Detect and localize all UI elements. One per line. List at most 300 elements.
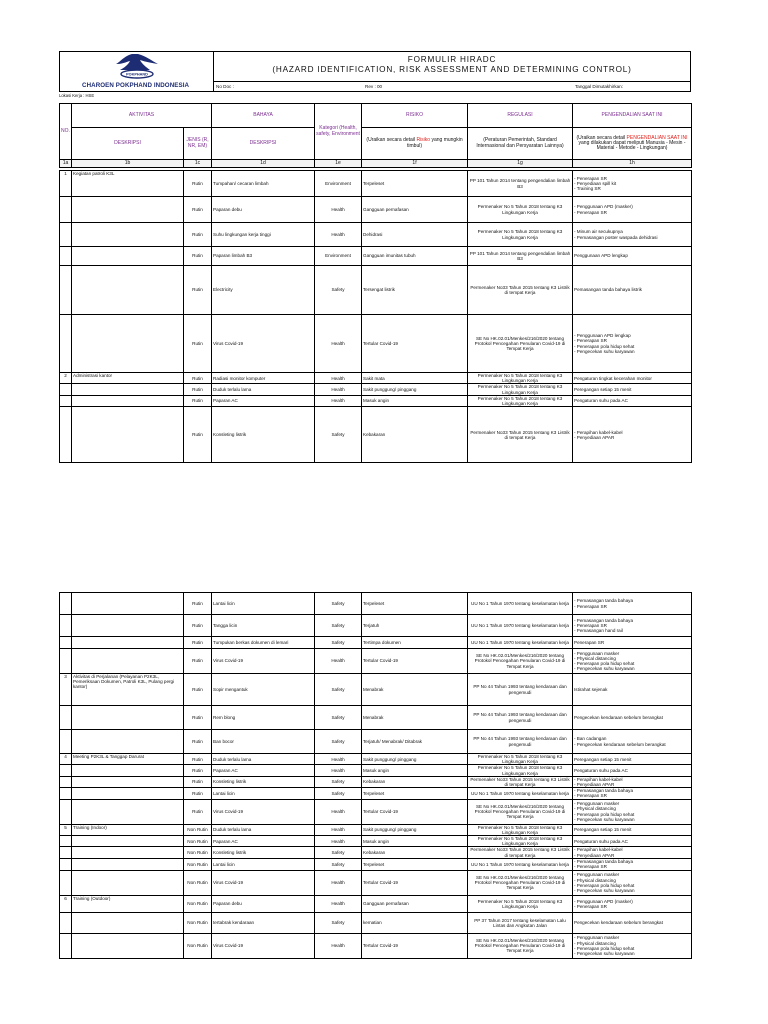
row-number: 4 — [60, 754, 72, 765]
row-number — [60, 315, 72, 373]
hazard-description: Virus Covid-19 — [212, 799, 315, 824]
hazard-description: Radiasi monitor komputer — [212, 373, 315, 384]
table-row — [60, 754, 692, 765]
regulation: PP 101 Tahun 2014 tentang pengendalian limbah B3 — [468, 247, 573, 266]
row-number — [60, 615, 72, 637]
row-number: 6 — [60, 895, 72, 912]
hazard-category: Safety — [315, 858, 362, 870]
risk-description: Kebakaran — [362, 407, 468, 463]
table-row — [60, 847, 692, 858]
hazard-type: Rutin — [184, 765, 212, 776]
risk-description: Terpeleset — [362, 788, 468, 799]
current-control: Peregangan setiap 15 menit — [573, 824, 692, 835]
hazard-category: Safety — [315, 266, 362, 315]
hazard-description: Lantai licin — [212, 858, 315, 870]
activity-description — [72, 384, 184, 395]
hazard-type: Rutin — [184, 266, 212, 315]
col-aktivitas: AKTIVITAS — [72, 104, 212, 128]
row-number — [60, 730, 72, 754]
table-row — [60, 706, 692, 730]
hazard-description: Sopir mengantuk — [212, 674, 315, 706]
hazard-type: Non Rutin — [184, 847, 212, 858]
hazard-type: Rutin — [184, 674, 212, 706]
current-control: Pemasangan tanda bahaya listrik — [573, 266, 692, 315]
risk-description: Dehidrasi — [362, 223, 468, 247]
activity-description — [72, 615, 184, 637]
regulation: UU No 1 Tahun 1970 tentang keselamatan kerja — [468, 593, 573, 615]
hazard-description: Lantai licin — [212, 788, 315, 799]
hazard-description: Konsleting listrik — [212, 776, 315, 787]
row-number — [60, 788, 72, 799]
update-date: Tanggal Dimutakhirkan: — [575, 84, 624, 89]
table-row — [60, 824, 692, 835]
hazard-type: Rutin — [184, 706, 212, 730]
hazard-description: Konsleting listrik — [212, 407, 315, 463]
table-row — [60, 912, 692, 933]
current-control: - Perapihan kabel-kabel - Penyediaan APAR — [573, 847, 692, 858]
hazard-description: Paparan AC — [212, 765, 315, 776]
hazard-table-page2 — [59, 592, 692, 959]
table-row — [60, 395, 692, 406]
current-control: Pengaturan suhu pada AC — [573, 836, 692, 847]
row-number: 3 — [60, 674, 72, 706]
risk-description: Terpeleset — [362, 171, 468, 197]
hazard-category: Safety — [315, 674, 362, 706]
hazard-category: Health — [315, 315, 362, 373]
risk-description: Tertular Covid-19 — [362, 315, 468, 373]
risk-description: Tersengat listrik — [362, 266, 468, 315]
risk-description: Tertular Covid-19 — [362, 933, 468, 958]
activity-description: Training (Indoor) — [72, 824, 184, 835]
row-number: 2 — [60, 373, 72, 384]
current-control: Penggunaan APD lengkap — [573, 247, 692, 266]
activity-description — [72, 593, 184, 615]
table-row — [60, 223, 692, 247]
table-row — [60, 895, 692, 912]
table-row — [60, 799, 692, 824]
risk-description: Tertimpa dokumen — [362, 637, 468, 649]
hazard-category: Health — [315, 870, 362, 895]
table-row — [60, 384, 692, 395]
table-row — [60, 593, 692, 615]
col-kategori: Kategori (Health, safety, Environment — [315, 104, 362, 160]
regulation: Permenaker No 5 Tahun 2018 tentang K3 Lingkungan Kerja — [468, 395, 573, 406]
current-control: - Perapihan kabel-kabel - Penyediaan APAR — [573, 776, 692, 787]
activity-description — [72, 223, 184, 247]
current-control: - Pemasangan tanda bahaya - Penerapan SR — [573, 858, 692, 870]
risk-description: Masuk angin — [362, 836, 468, 847]
table-row — [60, 373, 692, 384]
hazard-type: Rutin — [184, 407, 212, 463]
current-control: - Penggunaan APD (masker) - Penerapan SR — [573, 895, 692, 912]
hazard-category: Environment — [315, 171, 362, 197]
hazard-category: Safety — [315, 912, 362, 933]
hazard-category: Safety — [315, 730, 362, 754]
col-bahaya-deskripsi: DESKRIPSI — [212, 128, 315, 160]
hazard-table-page1 — [59, 170, 692, 463]
risk-description: Terpeleset — [362, 858, 468, 870]
regulation: Permenaker No33 Tahun 2015 tentang K3 Listrik di tempat Kerja — [468, 407, 573, 463]
code-cell: 1e — [315, 160, 362, 168]
table-row — [60, 315, 692, 373]
row-number — [60, 933, 72, 958]
hazard-description: Ban bocor — [212, 730, 315, 754]
hazard-type: Non Rutin — [184, 895, 212, 912]
table-row — [60, 933, 692, 958]
row-number — [60, 223, 72, 247]
activity-description: Aktivitas di Perjalanan (Pelayanan P2K3L, Pemeriksaan Dokumen, Patroli K3L, Pulang pergi kantor) — [72, 674, 184, 706]
row-number — [60, 706, 72, 730]
activity-description — [72, 933, 184, 958]
table-row — [60, 615, 692, 637]
hazard-type: Rutin — [184, 788, 212, 799]
row-number — [60, 197, 72, 223]
current-control: - Penggunaan masker - Physical distancing - Penerapan pola hidup sehat - Pengecekan suhu karyawan — [573, 799, 692, 824]
risk-description: Kebakaran — [362, 776, 468, 787]
current-control: - Ban cadangan - Pengecekan kendaraan sebelum berangkat — [573, 730, 692, 754]
code-cell: 1f — [362, 160, 468, 168]
regulation: Permenaker No 5 Tahun 2018 tentang K3 Lingkungan Kerja — [468, 384, 573, 395]
risk-description: Gangguan imunitas tubuh — [362, 247, 468, 266]
code-cell: 1b — [72, 160, 184, 168]
brand-mark: POKPHAND — [126, 72, 148, 77]
regulation: Permenaker No 5 Tahun 2018 tentang K3 Lingkungan Kerja — [468, 223, 573, 247]
hazard-description: Virus Covid-19 — [212, 870, 315, 895]
hazard-type: Non Rutin — [184, 824, 212, 835]
risk-description: Terjatuh — [362, 615, 468, 637]
form-header — [59, 51, 691, 92]
hazard-type: Non Rutin — [184, 858, 212, 870]
table-row — [60, 858, 692, 870]
activity-description — [72, 730, 184, 754]
regulation: SE No HK.02.01/Menkes/216/2020 tentang Protokol Pencegahan Penularan Covid-19 di Tempat Kerja — [468, 933, 573, 958]
regulation: Permenaker No33 Tahun 2015 tentang K3 Listrik di tempat Kerja — [468, 776, 573, 787]
row-number — [60, 247, 72, 266]
hazard-category: Safety — [315, 706, 362, 730]
row-number — [60, 266, 72, 315]
hazard-description: tertabrak kendaraan — [212, 912, 315, 933]
document-meta-row — [214, 81, 690, 92]
hazard-description: Electricity — [212, 266, 315, 315]
current-control: Penerapan SR — [573, 637, 692, 649]
risk-description: kematian — [362, 912, 468, 933]
row-number — [60, 637, 72, 649]
form-title: FORMULIR HIRADC — [407, 55, 497, 64]
code-cell: 1h — [573, 160, 692, 168]
hazard-type: Rutin — [184, 171, 212, 197]
hazard-description: Paparan AC — [212, 395, 315, 406]
hazard-type: Rutin — [184, 247, 212, 266]
code-cell: 1g — [468, 160, 573, 168]
activity-description — [72, 836, 184, 847]
hazard-category: Safety — [315, 788, 362, 799]
current-control: - Pemasangan tanda bahaya - Penerapan SR - Pemasangan hand rail — [573, 615, 692, 637]
regulation: SE No HK.02.01/Menkes/216/2020 tentang Protokol Pencegahan Penularan Covid-19 di Tempat Kerja — [468, 870, 573, 895]
activity-description — [72, 197, 184, 223]
hazard-type: Rutin — [184, 799, 212, 824]
hazard-type: Rutin — [184, 754, 212, 765]
company-logo-icon — [102, 52, 172, 82]
hazard-category: Health — [315, 649, 362, 674]
company-logo-area — [60, 52, 214, 91]
current-control: - Penggunaan APD lengkap - Penerapan SR - Penerapan pola hidup sehat - Pengecekan suhu karyawan — [573, 315, 692, 373]
col-jenis: JENIS (R, NR, EM) — [184, 128, 212, 160]
risk-description: Menabrak — [362, 706, 468, 730]
regulation: Permenaker No 5 Tahun 2018 tentang K3 Lingkungan Kerja — [468, 895, 573, 912]
table-row — [60, 649, 692, 674]
hazard-description: Duduk terlalu lama — [212, 824, 315, 835]
hazard-category: Health — [315, 223, 362, 247]
current-control: Peregangan setiap 15 menit — [573, 754, 692, 765]
current-control: - Penggunaan masker - Physical distancing - Penerapan pola hidup sehat - Pengecekan suhu karyawan — [573, 649, 692, 674]
row-number — [60, 858, 72, 870]
activity-description — [72, 870, 184, 895]
current-control: Peregangan setiap 15 menit — [573, 384, 692, 395]
hazard-type: Rutin — [184, 730, 212, 754]
regulation: UU No 1 Tahun 1970 tentang keselamatan kerja — [468, 858, 573, 870]
revision: Rev : 00 — [365, 84, 383, 89]
hazard-description: Rem blong — [212, 706, 315, 730]
hazard-description: Tumpahan/ cecaran limbah — [212, 171, 315, 197]
row-number — [60, 593, 72, 615]
col-aktivitas-deskripsi: DESKRIPSI — [72, 128, 184, 160]
hazard-description: Konsleting listrik — [212, 847, 315, 858]
risk-description: Terpeleset — [362, 593, 468, 615]
activity-description — [72, 315, 184, 373]
risk-description: Menabrak — [362, 674, 468, 706]
hazard-type: Non Rutin — [184, 836, 212, 847]
col-pengendalian-desc: (Uraikan secara detail PENGENDALIAN SAAT INI yang dilakukan dapat meliputi Manusia - Mesin - Material - Metode - Lingkungan) — [573, 128, 692, 160]
table-row — [60, 836, 692, 847]
regulation: PP No 44 Tahun 1993 tentang kendaraan dan pengemudi — [468, 674, 573, 706]
hazard-type: Rutin — [184, 593, 212, 615]
regulation: SE No HK.02.01/Menkes/216/2020 tentang Protokol Pencegahan Penularan Covid-19 di Tempat Kerja — [468, 799, 573, 824]
activity-description: Administrasi kantor — [72, 373, 184, 384]
current-control: - Perapihan kabel-kabel - Penyediaan APAR — [573, 407, 692, 463]
activity-description — [72, 765, 184, 776]
regulation: Permenaker No 5 Tahun 2018 tentang K3 Lingkungan Kerja — [468, 836, 573, 847]
risk-description: Masuk angin — [362, 395, 468, 406]
risk-description: Sakit punggung/ pinggang — [362, 384, 468, 395]
table-row — [60, 637, 692, 649]
table-row — [60, 870, 692, 895]
hazard-category: Safety — [315, 776, 362, 787]
current-control: - Penggunaan APD (masker) - Penerapan SR — [573, 197, 692, 223]
hazard-description: Duduk terlalu lama — [212, 754, 315, 765]
activity-description — [72, 637, 184, 649]
doc-number: No Doc : — [216, 84, 234, 89]
hazard-description: Duduk terlalu lama — [212, 384, 315, 395]
col-risiko-desc: (Uraikan secara detail Risiko yang mungkin timbul) — [362, 128, 468, 160]
hazard-category: Safety — [315, 847, 362, 858]
hazard-category: Health — [315, 384, 362, 395]
hazard-type: Rutin — [184, 384, 212, 395]
regulation: PP No 44 Tahun 1993 tentang kendaraan dan pengemudi — [468, 730, 573, 754]
regulation: Permenaker No 5 Tahun 2018 tentang K3 Lingkungan Kerja — [468, 765, 573, 776]
hazard-category: Safety — [315, 407, 362, 463]
hazard-category: Health — [315, 765, 362, 776]
hazard-category: Safety — [315, 615, 362, 637]
current-control: - Penggunaan masker - Physical distancing - Penerapan pola hidup sehat - Pengecekan suhu karyawan — [573, 870, 692, 895]
regulation: PP 101 Tahun 2014 tentang pengendalian limbah B3 — [468, 171, 573, 197]
hazard-category: Environment — [315, 247, 362, 266]
hazard-category: Health — [315, 895, 362, 912]
risk-description: Masuk angin — [362, 765, 468, 776]
current-control: - Penggunaan masker - Physical distancing - Penerapan pola hidup sehat - Pengecekan suhu karyawan — [573, 933, 692, 958]
regulation: Permenaker No 5 Tahun 2018 tentang K3 Lingkungan Kerja — [468, 824, 573, 835]
regulation: SE No HK.02.01/Menkes/216/2020 tentang Protokol Pencegahan Penularan Covid-19 di Tempat Kerja — [468, 315, 573, 373]
hazard-type: Rutin — [184, 315, 212, 373]
hazard-type: Non Rutin — [184, 933, 212, 958]
row-number — [60, 912, 72, 933]
current-control: - Pemasangan tanda bahaya - Penerapan SR — [573, 593, 692, 615]
current-control: Pengaturan tingkat kecerahan monitor — [573, 373, 692, 384]
hazard-type: Non Rutin — [184, 870, 212, 895]
table-row — [60, 776, 692, 787]
hazard-category: Health — [315, 933, 362, 958]
hazard-type: Rutin — [184, 776, 212, 787]
regulation: UU No 1 Tahun 1970 tentang keselamatan kerja — [468, 788, 573, 799]
col-regulasi-desc: (Peraturan Pemerintah, Standard Internasional dan Persyaratan Lainnya) — [468, 128, 573, 160]
table-row — [60, 407, 692, 463]
column-header-table — [59, 103, 692, 168]
current-control: Pengecekan kendaraan sebelum berangkat — [573, 912, 692, 933]
hazard-description: Paparan AC — [212, 836, 315, 847]
regulation: UU No 1 Tahun 1970 tentang keselamatan kerja — [468, 615, 573, 637]
hazard-description: Tangga licin — [212, 615, 315, 637]
current-control: - Minum air secukupnya - Pemasangan poster waspada dehidrasi — [573, 223, 692, 247]
hazard-description: Virus Covid-19 — [212, 649, 315, 674]
code-cell: 1c — [184, 160, 212, 168]
risk-description: Terjatuh/ Menabrak/ Ditabrak — [362, 730, 468, 754]
hazard-type: Rutin — [184, 373, 212, 384]
hazard-description: Virus Covid-19 — [212, 315, 315, 373]
row-number — [60, 395, 72, 406]
risk-description: Gangguan pernafasan — [362, 895, 468, 912]
current-control: Pengecekan kendaraan sebelum berangkat — [573, 706, 692, 730]
table-row — [60, 247, 692, 266]
row-number — [60, 870, 72, 895]
activity-description: Kegiatan patroli K3L — [72, 171, 184, 197]
table-row — [60, 674, 692, 706]
activity-description — [72, 788, 184, 799]
activity-description — [72, 799, 184, 824]
col-risiko: RISIKO — [362, 104, 468, 128]
hazard-type: Rutin — [184, 615, 212, 637]
hazard-type: Rutin — [184, 649, 212, 674]
hazard-description: Paparan limbah B3 — [212, 247, 315, 266]
risk-description: Sakit punggung/ pinggang — [362, 824, 468, 835]
hazard-category: Health — [315, 799, 362, 824]
risk-description: Tertular Covid-19 — [362, 799, 468, 824]
risk-description: Sakit mata — [362, 373, 468, 384]
table-row — [60, 765, 692, 776]
regulation: Permenaker No33 Tahun 2015 tentang K3 Listrik di tempat Kerja — [468, 847, 573, 858]
hazard-category: Safety — [315, 593, 362, 615]
activity-description — [72, 858, 184, 870]
activity-description — [72, 266, 184, 315]
hazard-description: Lantai licin — [212, 593, 315, 615]
col-bahaya: BAHAYA — [212, 104, 315, 128]
table-row — [60, 266, 692, 315]
hazard-category: Health — [315, 824, 362, 835]
row-number — [60, 836, 72, 847]
table-row — [60, 730, 692, 754]
hazard-description: Tumpukan berkas dokumen di lemari — [212, 637, 315, 649]
code-cell: 1d — [212, 160, 315, 168]
regulation: Permenaker No 5 Tahun 2018 tentang K3 Lingkungan Kerja — [468, 754, 573, 765]
current-control: Pengaturan suhu pada AC — [573, 765, 692, 776]
hazard-type: Rutin — [184, 395, 212, 406]
regulation: Permenaker No 5 Tahun 2018 tentang K3 Lingkungan Kerja — [468, 197, 573, 223]
row-number — [60, 384, 72, 395]
regulation: Permenaker No33 Tahun 2015 tentang K3 Listrik di tempat Kerja — [468, 266, 573, 315]
hazard-type: Rutin — [184, 197, 212, 223]
regulation: Permenaker No 5 Tahun 2018 tentang K3 Lingkungan Kerja — [468, 373, 573, 384]
activity-description — [72, 776, 184, 787]
activity-description — [72, 649, 184, 674]
current-control: - Pemasangan tanda bahaya - Penerapan SR — [573, 788, 692, 799]
hazard-type: Non Rutin — [184, 912, 212, 933]
risk-description: Tertular Covid-19 — [362, 649, 468, 674]
regulation: PP 37 Tahun 2017 tentang keselamatan Lalu Lintas dan Angkutan Jalan — [468, 912, 573, 933]
hazard-type: Rutin — [184, 223, 212, 247]
hazard-category: Health — [315, 836, 362, 847]
row-number — [60, 407, 72, 463]
row-number — [60, 776, 72, 787]
regulation: SE No HK.02.01/Menkes/216/2020 tentang Protokol Pencegahan Penularan Covid-19 di Tempat Kerja — [468, 649, 573, 674]
table-row — [60, 171, 692, 197]
activity-description — [72, 395, 184, 406]
row-number — [60, 847, 72, 858]
table-row — [60, 197, 692, 223]
hazard-description: Paparan debu — [212, 197, 315, 223]
col-no: NO. — [60, 104, 72, 160]
row-number — [60, 765, 72, 776]
activity-description — [72, 407, 184, 463]
risk-description: Tertular Covid-19 — [362, 870, 468, 895]
row-number — [60, 649, 72, 674]
row-number — [60, 799, 72, 824]
hazard-category: Health — [315, 395, 362, 406]
col-regulasi: REGULASI — [468, 104, 573, 128]
regulation: PP No 44 Tahun 1993 tentang kendaraan dan pengemudi — [468, 706, 573, 730]
current-control: - Penerapan SR - Penyediaan spill kit - Training SR — [573, 171, 692, 197]
activity-description — [72, 847, 184, 858]
col-pengendalian: PENGENDALIAN SAAT INI — [573, 104, 692, 128]
risk-description: Sakit punggung/ pinggang — [362, 754, 468, 765]
risk-description: Kebakaran — [362, 847, 468, 858]
work-location: Lokasi Kerja : HSE — [59, 93, 95, 98]
table-row — [60, 788, 692, 799]
risk-description: Gangguan pernafasan — [362, 197, 468, 223]
row-number: 1 — [60, 171, 72, 197]
form-subtitle: (HAZARD IDENTIFICATION, RISK ASSESSMENT AND DETERMINING CONTROL) — [272, 65, 632, 74]
hazard-description: Virus Covid-19 — [212, 933, 315, 958]
activity-description: Meeting P2K3L & Tanggap Darurat — [72, 754, 184, 765]
activity-description: Training (Outdoor) — [72, 895, 184, 912]
current-control: Istirahat sejenak — [573, 674, 692, 706]
activity-description — [72, 912, 184, 933]
code-cell: 1a — [60, 160, 72, 168]
hazard-category: Health — [315, 373, 362, 384]
regulation: UU No 1 Tahun 1970 tentang keselamatan kerja — [468, 637, 573, 649]
hazard-category: Health — [315, 197, 362, 223]
hazard-type: Rutin — [184, 637, 212, 649]
company-name: CHAROEN POKPHAND INDONESIA — [82, 82, 190, 89]
hazard-category: Health — [315, 754, 362, 765]
current-control: Pengaturan suhu pada AC — [573, 395, 692, 406]
